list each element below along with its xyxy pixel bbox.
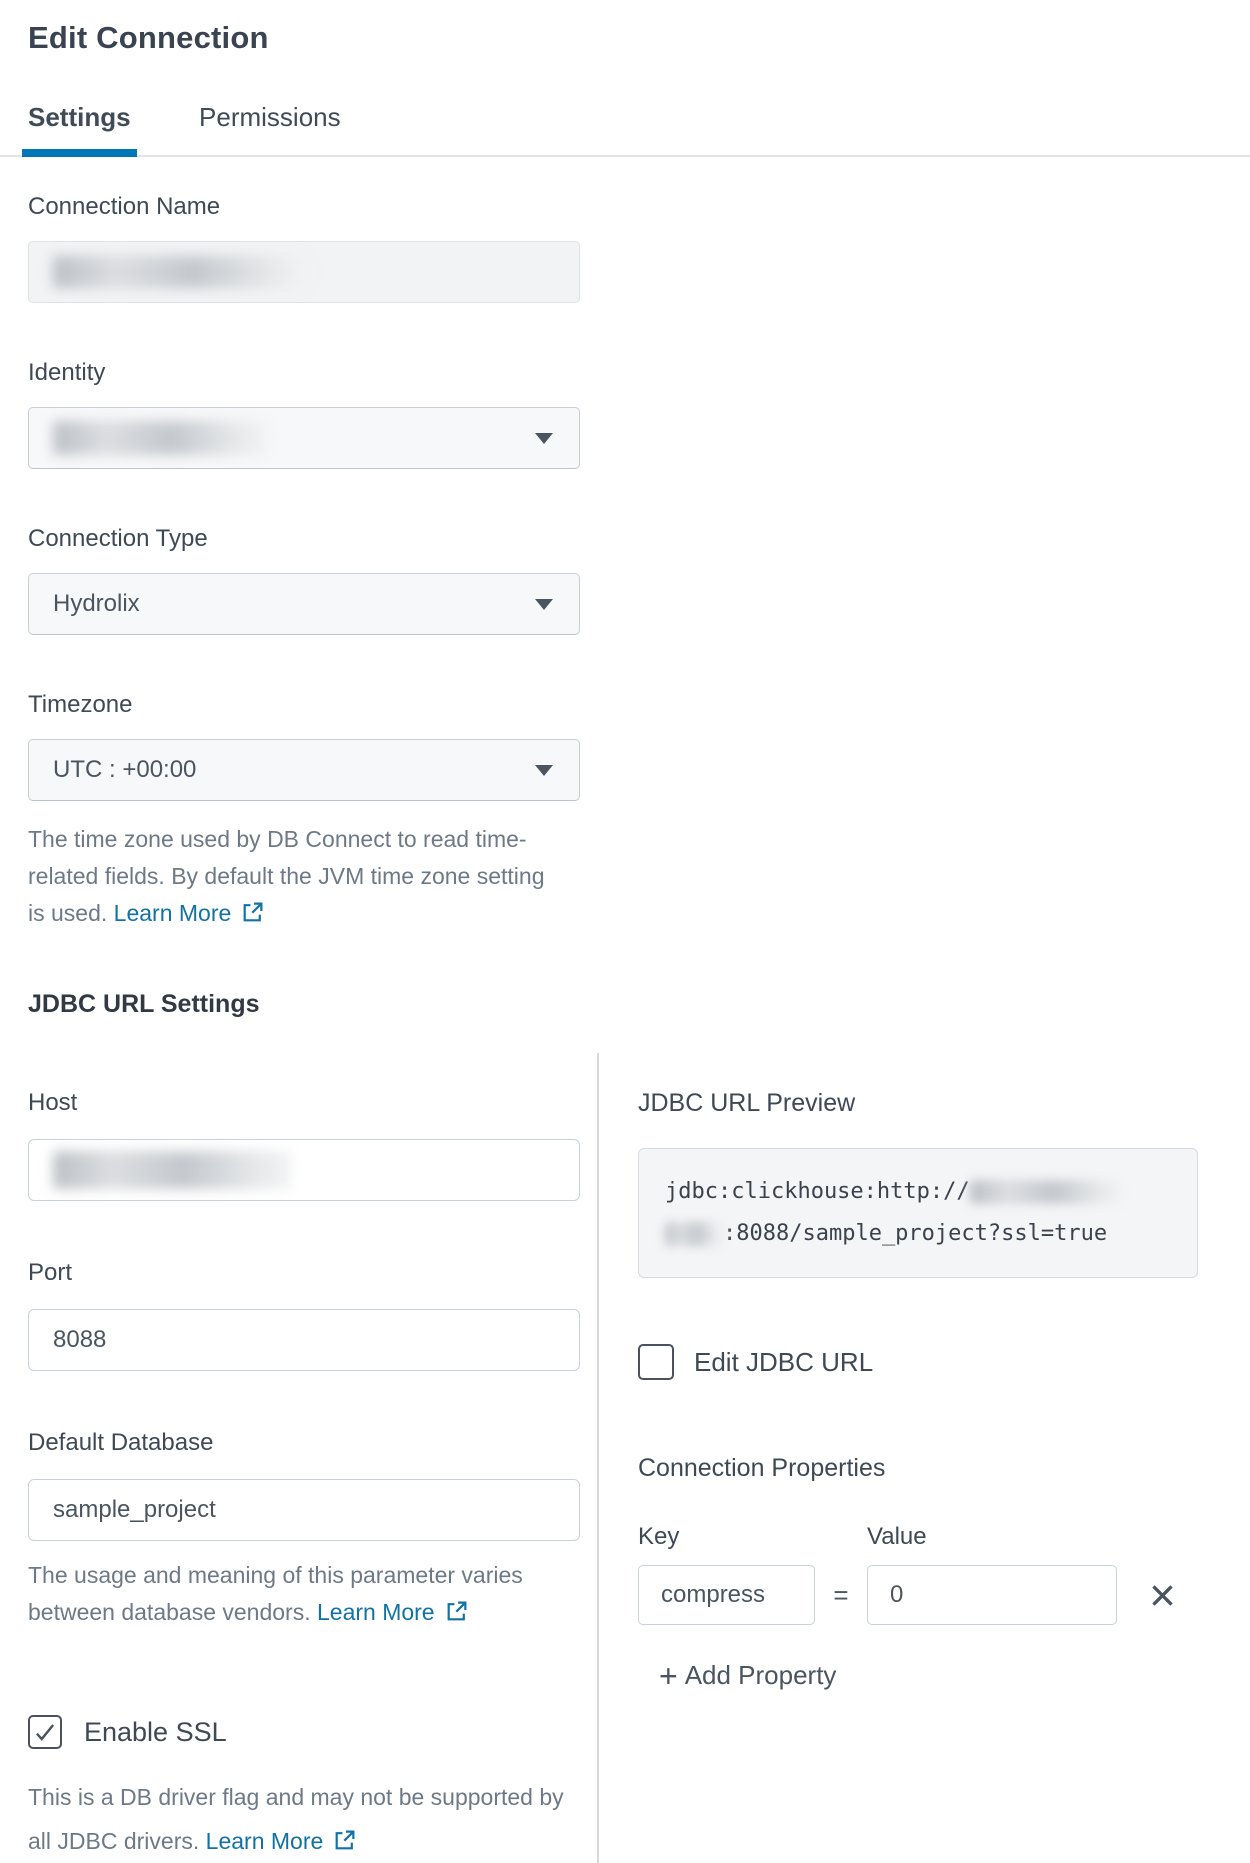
connection-type-label: Connection Type: [28, 525, 208, 552]
plus-icon: +: [659, 1657, 678, 1694]
value-column-header: Value: [867, 1523, 927, 1550]
enable-ssl-checkbox[interactable]: [28, 1715, 62, 1749]
tab-settings[interactable]: Settings: [22, 102, 137, 157]
timezone-label: Timezone: [28, 691, 133, 718]
default-database-label: Default Database: [28, 1429, 214, 1456]
close-icon: [1147, 1580, 1178, 1611]
enable-ssl-learn-more-link[interactable]: Learn More: [206, 1828, 358, 1854]
redacted-identity-value: [53, 421, 268, 455]
connection-type-select[interactable]: [28, 573, 580, 635]
property-key-input[interactable]: [638, 1565, 815, 1625]
jdbc-url-preview-title: JDBC URL Preview: [638, 1089, 856, 1117]
default-database-help-text: The usage and meaning of this parameter varies between database vendors. Learn More: [28, 1562, 523, 1625]
two-column-area: [0, 1053, 1250, 1863]
page-title: Edit Connection: [28, 20, 269, 55]
identity-select[interactable]: [28, 407, 580, 469]
add-property-label: Add Property: [684, 1660, 837, 1690]
jdbc-url-line-1: jdbc:clickhouse:http://: [665, 1171, 1171, 1213]
jdbc-url-line-2: :8088/sample_project?ssl=true: [665, 1213, 1171, 1255]
key-column-header: Key: [638, 1523, 680, 1550]
identity-label: Identity: [28, 359, 106, 386]
connection-name-label: Connection Name: [28, 193, 221, 220]
redacted-url-host: [970, 1180, 1122, 1204]
redacted-host-value: [53, 1151, 291, 1189]
host-label: Host: [28, 1089, 78, 1116]
equals-sign: =: [833, 1579, 849, 1610]
properties-header-row: [638, 1523, 1250, 1551]
external-link-icon: [444, 1599, 469, 1624]
jdbc-preview-column: [599, 1053, 1250, 1863]
property-value-input[interactable]: [867, 1565, 1117, 1625]
edit-jdbc-url-checkbox[interactable]: [638, 1344, 674, 1380]
default-database-learn-more-link[interactable]: Learn More: [317, 1599, 469, 1625]
property-row: [638, 1565, 1250, 1625]
tab-permissions[interactable]: Permissions: [199, 102, 341, 132]
external-link-icon: [332, 1828, 357, 1853]
connection-properties-title: Connection Properties: [638, 1454, 886, 1482]
redacted-url-host-2: [665, 1222, 723, 1246]
chevron-down-icon: [535, 599, 553, 610]
timezone-help-text: The time zone used by DB Connect to read time- related fields. By default the JVM time zone setting is used. Learn More: [28, 826, 545, 926]
timezone-select[interactable]: [28, 739, 580, 801]
jdbc-settings-column: [0, 1053, 597, 1863]
enable-ssl-label[interactable]: Enable SSL: [84, 1716, 227, 1747]
edit-jdbc-url-row: [638, 1344, 1250, 1380]
port-input[interactable]: [28, 1309, 580, 1371]
jdbc-url-settings-heading: JDBC URL Settings: [28, 990, 260, 1018]
checkmark-icon: [32, 1719, 58, 1745]
host-input[interactable]: [28, 1139, 580, 1201]
enable-ssl-row: [28, 1715, 569, 1749]
port-label: Port: [28, 1259, 73, 1286]
connection-name-input[interactable]: [28, 241, 580, 303]
redacted-connection-name-value: [53, 256, 308, 288]
external-link-icon: [240, 900, 265, 925]
default-database-input[interactable]: [28, 1479, 580, 1541]
enable-ssl-block: [28, 1715, 569, 1863]
timezone-learn-more-link[interactable]: Learn More: [114, 900, 266, 926]
tab-bar: [0, 102, 1250, 157]
chevron-down-icon: [535, 433, 553, 444]
connection-type-value: Hydrolix: [53, 590, 140, 617]
enable-ssl-help-text: This is a DB driver flag and may not be supported by all JDBC drivers. Learn More: [28, 1784, 564, 1854]
remove-property-button[interactable]: [1145, 1578, 1179, 1612]
add-property-button[interactable]: [638, 1659, 842, 1692]
jdbc-url-preview-code: [638, 1148, 1198, 1278]
form-top-section: [0, 193, 1250, 1019]
chevron-down-icon: [535, 765, 553, 776]
edit-jdbc-url-label[interactable]: Edit JDBC URL: [694, 1346, 874, 1377]
timezone-value: UTC : +00:00: [53, 756, 197, 783]
